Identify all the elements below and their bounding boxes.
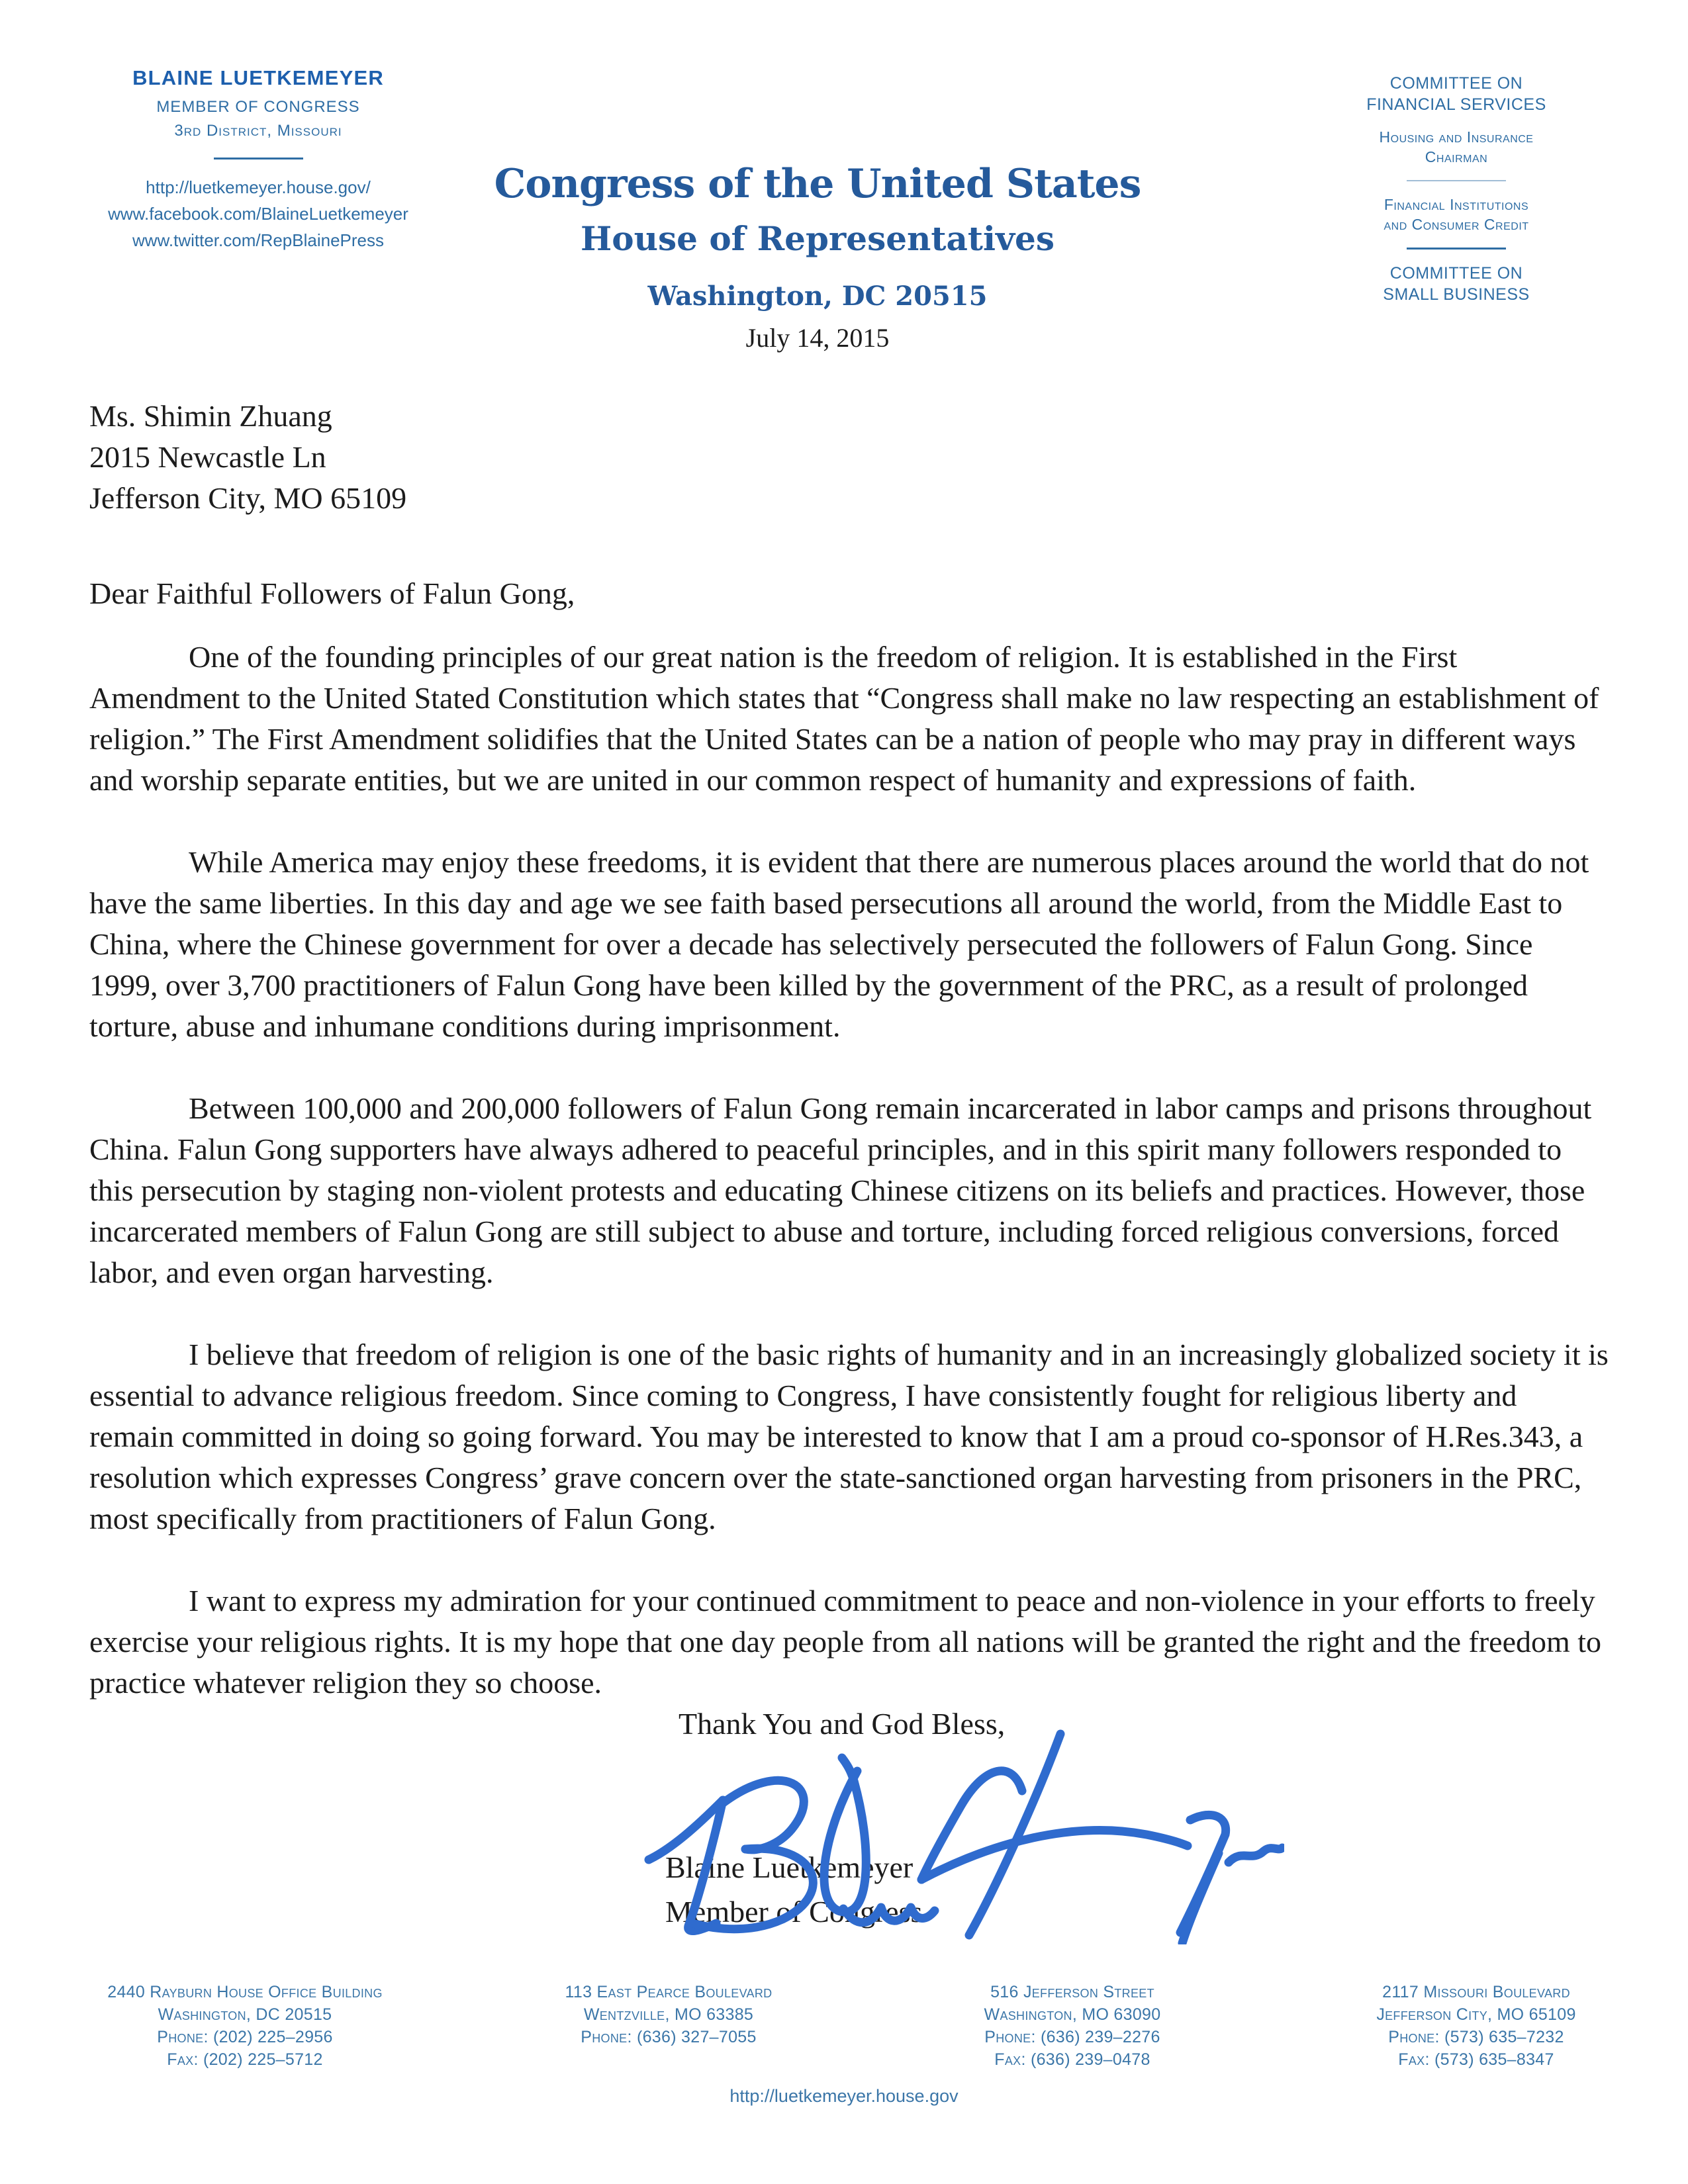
- subcommittee-financial-institutions: [1291, 195, 1622, 234]
- left-divider-rule: [214, 158, 303, 159]
- office-line: Phone: (573) 635–7232: [1388, 2028, 1564, 2046]
- footer-website-url: http://luetkemeyer.house.gov: [729, 2086, 959, 2106]
- office-line: 2440 Rayburn House Office Building: [107, 1983, 383, 2001]
- member-district: 3rd District, Missouri: [174, 122, 342, 140]
- letterhead-center-block: [457, 161, 1178, 353]
- right-divider-rule-faint: [1407, 180, 1506, 181]
- office-line: Washington, DC 20515: [158, 2005, 332, 2024]
- office-line: Jefferson City, MO 65109: [1376, 2005, 1576, 2024]
- office-line: 113 East Pearce Boulevard: [565, 1983, 773, 2001]
- masthead-house: House of Representatives: [581, 219, 1055, 258]
- paragraph-3: Between 100,000 and 200,000 followers of Falun Gong remain incarcerated in labor camps and prisons throughout China. Falun Gong supporters have always adhered to peaceful principles, and in this spirit many followers responded to this persecution by staging non-violent protests and educating Chinese citizens on its beliefs and practices. However, those incarcerated members of Falun Gong are still subject to abuse and torture, including forced religious conversions, forced labor, and even organ harvesting.: [89, 1091, 1592, 1289]
- office-washington-dc: [20, 1981, 470, 2071]
- office-line: Fax: (636) 239–0478: [994, 2050, 1150, 2069]
- office-washington-mo: [867, 1981, 1278, 2071]
- valediction: Thank You and God Bless,: [679, 1707, 1006, 1741]
- office-line: Phone: (636) 327–7055: [581, 2028, 757, 2046]
- office-line: Washington, MO 63090: [984, 2005, 1161, 2024]
- office-line: Fax: (202) 225–5712: [167, 2050, 323, 2069]
- office-jefferson-city: [1278, 1981, 1675, 2071]
- subcommittee-line: and Consumer Credit: [1383, 216, 1529, 233]
- recipient-address: [89, 396, 1609, 519]
- recipient-name: Ms. Shimin Zhuang: [89, 399, 332, 433]
- recipient-city: Jefferson City, MO 65109: [89, 481, 407, 515]
- salutation: Dear Faithful Followers of Falun Gong,: [89, 576, 575, 610]
- office-line: Fax: (573) 635–8347: [1398, 2050, 1554, 2069]
- typed-signature-block: [665, 1845, 922, 1934]
- letter-body: [89, 396, 1609, 1704]
- office-line: Phone: (202) 225–2956: [157, 2028, 333, 2046]
- signer-title: Member of Congress: [665, 1895, 923, 1929]
- twitter-url-text: www.twitter.com/RepBlainePress: [132, 230, 385, 250]
- right-divider-rule: [1407, 248, 1506, 250]
- recipient-street: 2015 Newcastle Ln: [89, 440, 326, 474]
- committee-line: FINANCIAL SERVICES: [1366, 95, 1546, 114]
- letterhead-right-block: [1291, 73, 1622, 305]
- masthead-city: Washington, DC 20515: [647, 281, 988, 312]
- committee-financial-services: [1291, 73, 1622, 115]
- footer-offices: [20, 1981, 1675, 2071]
- signer-name: Blaine Luetkemeyer: [665, 1850, 914, 1884]
- committee-line: SMALL BUSINESS: [1383, 285, 1530, 304]
- subcommittee-housing-insurance: [1291, 127, 1622, 167]
- subcommittee-line: Financial Institutions: [1383, 196, 1529, 213]
- office-line: Phone: (636) 239–2276: [984, 2028, 1160, 2046]
- committee-line: COMMITTEE ON: [1389, 264, 1523, 283]
- committee-small-business: [1291, 263, 1622, 305]
- office-line: 2117 Missouri Boulevard: [1382, 1983, 1570, 2001]
- paragraph-4: I believe that freedom of religion is one of the basic rights of humanity and in an increasingly globalized society it is essential to advance religious freedom. Since coming to Congress, I have consistently fought for religious liberty and remain committed in doing so going forward. You may be interested to know that I am a proud co-sponsor of H.Res.343, a resolution which expresses Congress’ grave concern over the state-sanctioned organ harvesting from prisoners in the PRC, most specifically from practitioners of Falun Gong.: [89, 1338, 1609, 1535]
- website-url-text: http://luetkemeyer.house.gov/: [146, 177, 371, 197]
- paragraph-5: I want to express my admiration for your continued commitment to peace and non-violence in your efforts to freely exercise your religious rights. It is my hope that one day people from all nations will be granted the right and the freedom to practice whatever religion they so choose.: [89, 1584, 1602, 1700]
- subcommittee-line: Chairman: [1425, 148, 1488, 165]
- letterhead-left-block: [46, 66, 470, 253]
- committee-line: COMMITTEE ON: [1389, 74, 1523, 93]
- paragraph-1: One of the founding principles of our great nation is the freedom of religion. It is established in the First Amendment to the United Stated Constitution which states that “Congress shall make no law respecting an establishment of religion.” The First Amendment solidifies that the United States can be a nation of people who may pray in different ways and worship separate entities, but we are united in our common respect of humanity and expressions of faith.: [89, 640, 1599, 797]
- office-line: 516 Jefferson Street: [990, 1983, 1154, 2001]
- office-wentzville: [470, 1981, 867, 2071]
- masthead-congress: Congress of the United States: [494, 161, 1141, 207]
- member-title: MEMBER OF CONGRESS: [156, 98, 360, 116]
- letter-date: July 14, 2015: [745, 323, 890, 353]
- member-name: BLAINE LUETKEMEYER: [132, 66, 384, 89]
- office-line: Wentzville, MO 63385: [583, 2005, 754, 2024]
- paragraph-2: While America may enjoy these freedoms, it is evident that there are numerous places around the world that do not have the same liberties. In this day and age we see faith based persecutions all around the world, from the Middle East to China, where the Chinese government for over a decade has selectively persecuted the followers of Falun Gong. Since 1999, over 3,700 practitioners of Falun Gong have been killed by the government of the PRC, as a result of prolonged torture, abuse and inhumane conditions during imprisonment.: [89, 845, 1589, 1043]
- subcommittee-line: Housing and Insurance: [1379, 128, 1534, 146]
- facebook-url-text: www.facebook.com/BlaineLuetkemeyer: [108, 204, 408, 224]
